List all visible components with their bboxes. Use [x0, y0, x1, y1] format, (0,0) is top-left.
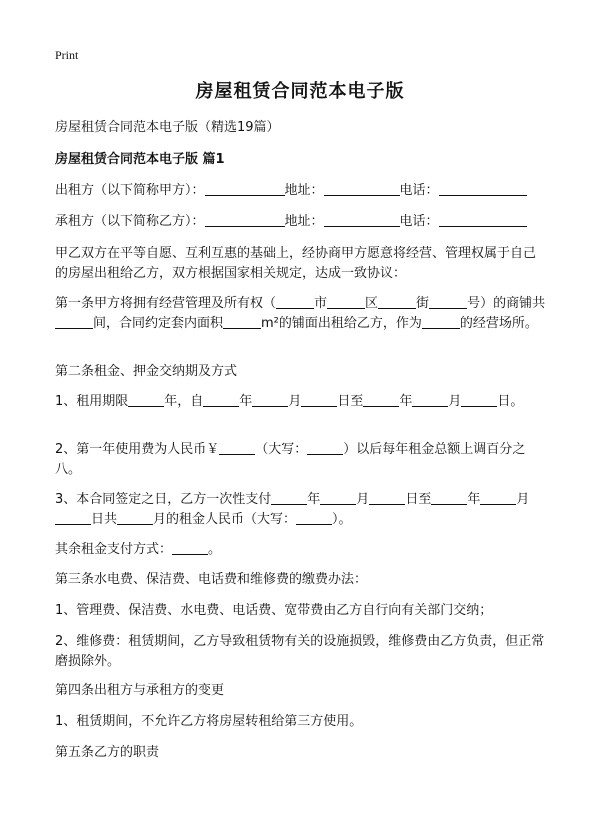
item-text: 日。 — [497, 394, 524, 409]
lessee-name-blank — [205, 213, 285, 227]
section-heading: 房屋租赁合同范本电子版 篇1 — [55, 152, 225, 167]
article2-item1 — [55, 392, 548, 412]
lessee-phone-blank — [439, 213, 527, 227]
fee-capital-blank — [307, 441, 343, 455]
item-text: 月的租金人民币（大写： — [153, 512, 297, 528]
print-label[interactable]: Print — [55, 48, 79, 62]
district-blank — [327, 295, 365, 309]
area-blank — [223, 315, 261, 329]
lessor-label: 出租方（以下简称甲方）： — [55, 183, 205, 198]
article1-text: 铺共 — [519, 296, 546, 311]
preamble-paragraph: 甲乙双方在平等自愿、互利互惠的基础上，经协商甲方愿意将经营、管理权属于自己的房屋出租给乙方，双方根据国家相关规定，达成一致协议： — [55, 246, 537, 282]
item-text: 年 — [239, 394, 253, 409]
article1-text: 第一条甲方将拥有经营管理及所有权（ — [55, 296, 277, 311]
number-blank — [429, 295, 467, 309]
term-years-blank — [128, 393, 164, 407]
lessor-phone-blank — [439, 182, 527, 196]
lessor-address-blank — [324, 182, 400, 196]
article2-item2 — [55, 440, 548, 480]
start-day-blank — [301, 393, 337, 407]
article3-item2: 2、维修费：租赁期间，乙方导致租赁物有关的设施损毁，维修费由乙方负责，但正常磨损除外。 — [55, 634, 545, 670]
start-year-blank — [203, 393, 239, 407]
lessor-name-blank — [205, 182, 285, 196]
other-payment-line — [55, 540, 548, 560]
item-text: 其余租金支付方式： — [55, 542, 173, 557]
end-year-blank — [363, 393, 399, 407]
pay-start-day-blank — [369, 491, 405, 505]
item-text: 年 — [467, 492, 481, 507]
rooms-blank — [55, 315, 93, 329]
item-text: 月 — [448, 394, 462, 409]
article4-item1: 1、租赁期间，不允许乙方将房屋转租给第三方使用。 — [55, 714, 363, 729]
article3-heading: 第三条水电费、保洁费、电话费和维修费的缴费办法： — [55, 572, 368, 587]
item-text: 日至 — [405, 492, 432, 507]
article1-text: 间，合同约定套内面积 — [93, 316, 224, 332]
months-blank — [117, 511, 153, 525]
start-month-blank — [252, 393, 288, 407]
article2-item3 — [55, 490, 548, 530]
payment-method-blank — [172, 541, 208, 555]
area-unit: m² — [261, 316, 279, 332]
lessee-phone-label: 电话： — [399, 214, 439, 229]
lessor-line — [55, 181, 548, 201]
item-text: 。 — [208, 542, 222, 557]
pay-end-year-blank — [431, 491, 467, 505]
article1-text: 的经营 — [459, 316, 499, 332]
item-text: 之八。 — [55, 442, 526, 478]
rent-capital-blank — [296, 511, 332, 525]
article3-item1: 1、管理费、保洁费、水电费、电话费、宽带费由乙方自行向有关部门交纳； — [55, 603, 493, 618]
item-text: 月 — [356, 492, 370, 507]
purpose-blank — [422, 315, 460, 329]
pay-start-month-blank — [320, 491, 356, 505]
city-blank — [276, 295, 314, 309]
article2-heading: 第二条租金、押金交纳期及方式 — [55, 364, 238, 379]
street-blank — [378, 295, 416, 309]
item-text: 月 — [516, 492, 530, 507]
lessee-label: 承租方（以下简称乙方）： — [55, 214, 205, 229]
item-text: ）。 — [332, 512, 352, 528]
lessor-phone-label: 电话： — [399, 183, 439, 198]
article1-text: 场所。 — [498, 316, 538, 332]
item-text: 年 — [399, 394, 413, 409]
item-text: 3、本合同签定之日，乙方一次性支付 — [55, 492, 272, 507]
district-label: 区 — [365, 296, 379, 311]
lessee-line — [55, 212, 548, 232]
street-label: 街 — [416, 296, 430, 311]
item-text: （大写： — [255, 442, 308, 457]
article5-heading: 第五条乙方的职责 — [55, 745, 160, 760]
document-subtitle: 房屋租赁合同范本电子版（精选19篇） — [55, 120, 280, 135]
item-text: 年，自 — [164, 394, 204, 409]
end-month-blank — [412, 393, 448, 407]
pay-start-year-blank — [271, 491, 307, 505]
end-day-blank — [461, 393, 497, 407]
article1-text: 的铺面出租给乙方，作为 — [278, 316, 422, 332]
item-text: 1、租用期限 — [55, 394, 129, 409]
item-text: 2、第一年使用费为人民币￥ — [55, 442, 220, 457]
item-text: 日共 — [91, 512, 118, 528]
article4-heading: 第四条出租方与承租方的变更 — [55, 683, 225, 698]
lessor-address-label: 地址： — [284, 183, 324, 198]
city-label: 市 — [314, 296, 328, 311]
pay-end-month-blank — [480, 491, 516, 505]
lessee-address-blank — [324, 213, 400, 227]
item-text: ）以后每年租金总额上调百分 — [343, 442, 513, 457]
article1-paragraph — [55, 294, 548, 334]
number-label: 号）的商 — [467, 296, 520, 311]
item-text: 年 — [307, 492, 321, 507]
pay-end-day-blank — [55, 511, 91, 525]
first-year-fee-blank — [219, 441, 255, 455]
item-text: 月 — [288, 394, 302, 409]
item-text: 日至 — [337, 394, 364, 409]
document-title: 房屋租赁合同范本电子版 — [195, 81, 405, 102]
lessee-address-label: 地址： — [284, 214, 324, 229]
